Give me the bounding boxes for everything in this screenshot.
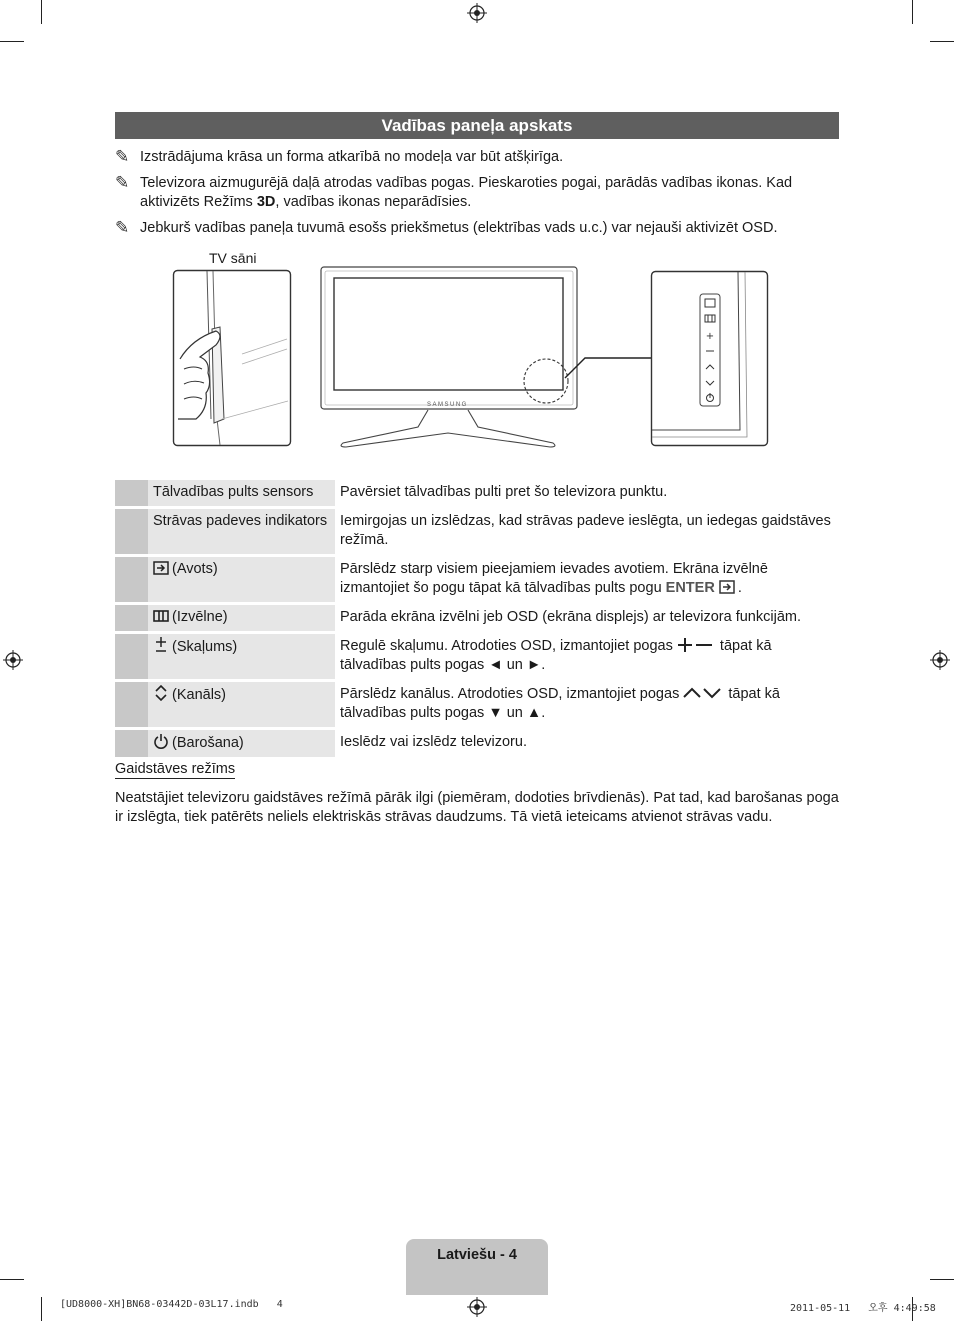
table-row xyxy=(115,633,839,681)
control-desc: Pārslēdz kanālus. Atrodoties OSD, izmantojiet pogas tāpat kā tālvadības pults pogas ▼ un ▲. xyxy=(335,681,839,729)
control-desc: Ieslēdz vai izslēdz televizoru. xyxy=(335,729,839,759)
page-number-tab: Latviešu - 4 xyxy=(406,1239,548,1295)
row-marker xyxy=(115,604,148,633)
control-desc: Regulē skaļumu. Atrodoties OSD, izmantojiet pogas tāpat kā tālvadības pults pogas ◄ un ►. xyxy=(335,633,839,681)
note-text: Televizora aizmugurējā daļā atrodas vadības pogas. Pieskaroties pogai, parādās vadības ikonas. Kad aktivizēts Režīms 3D, vadības ikonas neparādīsies. xyxy=(140,175,793,210)
row-marker xyxy=(115,633,148,681)
crop-mark xyxy=(930,1279,954,1280)
control-desc: Pavērsiet tālvadības pulti pret šo televizora punktu. xyxy=(335,480,839,508)
control-panel-closeup xyxy=(650,270,770,448)
row-marker xyxy=(115,729,148,759)
row-marker xyxy=(115,681,148,729)
control-name: (Skaļums) xyxy=(148,633,335,681)
plus-minus-icon xyxy=(677,638,713,652)
table-row xyxy=(115,556,839,604)
callout-line xyxy=(560,350,660,380)
brand-label: SAMSUNG xyxy=(427,402,468,408)
pencil-icon: ✎ xyxy=(115,173,130,192)
registration-mark-icon xyxy=(467,1297,487,1317)
pencil-icon: ✎ xyxy=(115,147,130,166)
footer-date: 2011-05-11 오후 4:49:58 xyxy=(790,1303,936,1314)
note-item xyxy=(115,174,839,212)
registration-mark-icon xyxy=(3,650,23,670)
control-name: Tālvadības pults sensors xyxy=(148,480,335,508)
tv-side-label: TV sāni xyxy=(209,250,257,266)
menu-icon xyxy=(153,609,169,623)
row-marker xyxy=(115,556,148,604)
note-item xyxy=(115,219,839,238)
pencil-icon: ✎ xyxy=(115,218,130,237)
enter-icon xyxy=(719,580,735,594)
note-text: Jebkurš vadības paneļa tuvumā esošs priekšmetus (elektrības vads u.c.) var nejauši aktivizēt OSD. xyxy=(140,220,778,236)
crop-mark xyxy=(912,0,913,24)
crop-mark xyxy=(930,41,954,42)
svg-text:+: + xyxy=(705,331,715,342)
up-down-icon xyxy=(683,686,721,700)
note-text: Izstrādājuma krāsa un forma atkarībā no modeļa var būt atšķirīga. xyxy=(140,149,564,165)
power-icon xyxy=(153,733,169,749)
table-row xyxy=(115,729,839,759)
control-name: (Izvēlne) xyxy=(148,604,335,633)
row-marker xyxy=(115,508,148,556)
note-item xyxy=(115,148,839,167)
volume-icon xyxy=(153,637,169,653)
table-row xyxy=(115,604,839,633)
crop-mark xyxy=(41,0,42,24)
table-row xyxy=(115,480,839,508)
controls-table xyxy=(115,480,839,760)
standby-text: Neatstājiet televizoru gaidstāves režīmā pārāk ilgi (piemēram, dodoties brīvdienās). Pat tad, kad barošanas poga ir izslēgta, tiek patērēts neliels elektriskās strāvas daudzums. Tā vietā ieteicams atvienot strāvas vadu. xyxy=(115,790,839,825)
control-name: (Barošana) xyxy=(148,729,335,759)
footer-file: [UD8000-XH]BN68-03442D-03L17.indb 4 xyxy=(60,1299,283,1310)
crop-mark xyxy=(0,41,24,42)
section-title: Vadības paneļa apskats xyxy=(115,112,839,139)
tv-side-illustration xyxy=(172,269,294,449)
registration-mark-icon xyxy=(930,650,950,670)
registration-mark-icon xyxy=(467,3,487,23)
crop-mark xyxy=(0,1279,24,1280)
table-row xyxy=(115,508,839,556)
table-row xyxy=(115,681,839,729)
control-desc: Iemirgojas un izslēdzas, kad strāvas padeve ieslēgta, un iedegas gaidstāves režīmā. xyxy=(335,508,839,556)
control-desc: Pārslēdz starp visiem pieejamiem ievades avotiem. Ekrāna izvēlnē izmantojiet šo pogu tāpat kā tālvadības pults pogu ENTER . xyxy=(335,556,839,604)
channel-icon xyxy=(153,685,169,701)
control-name: (Avots) xyxy=(148,556,335,604)
crop-mark xyxy=(41,1297,42,1321)
standby-heading: Gaidstāves režīms xyxy=(115,761,236,777)
source-icon xyxy=(153,561,169,575)
control-name: (Kanāls) xyxy=(148,681,335,729)
control-desc: Parāda ekrāna izvēlni jeb OSD (ekrāna displejs) ar televizora funkcijām. xyxy=(335,604,839,633)
row-marker xyxy=(115,480,148,508)
control-name: Strāvas padeves indikators xyxy=(148,508,335,556)
tv-front-illustration xyxy=(318,265,580,453)
